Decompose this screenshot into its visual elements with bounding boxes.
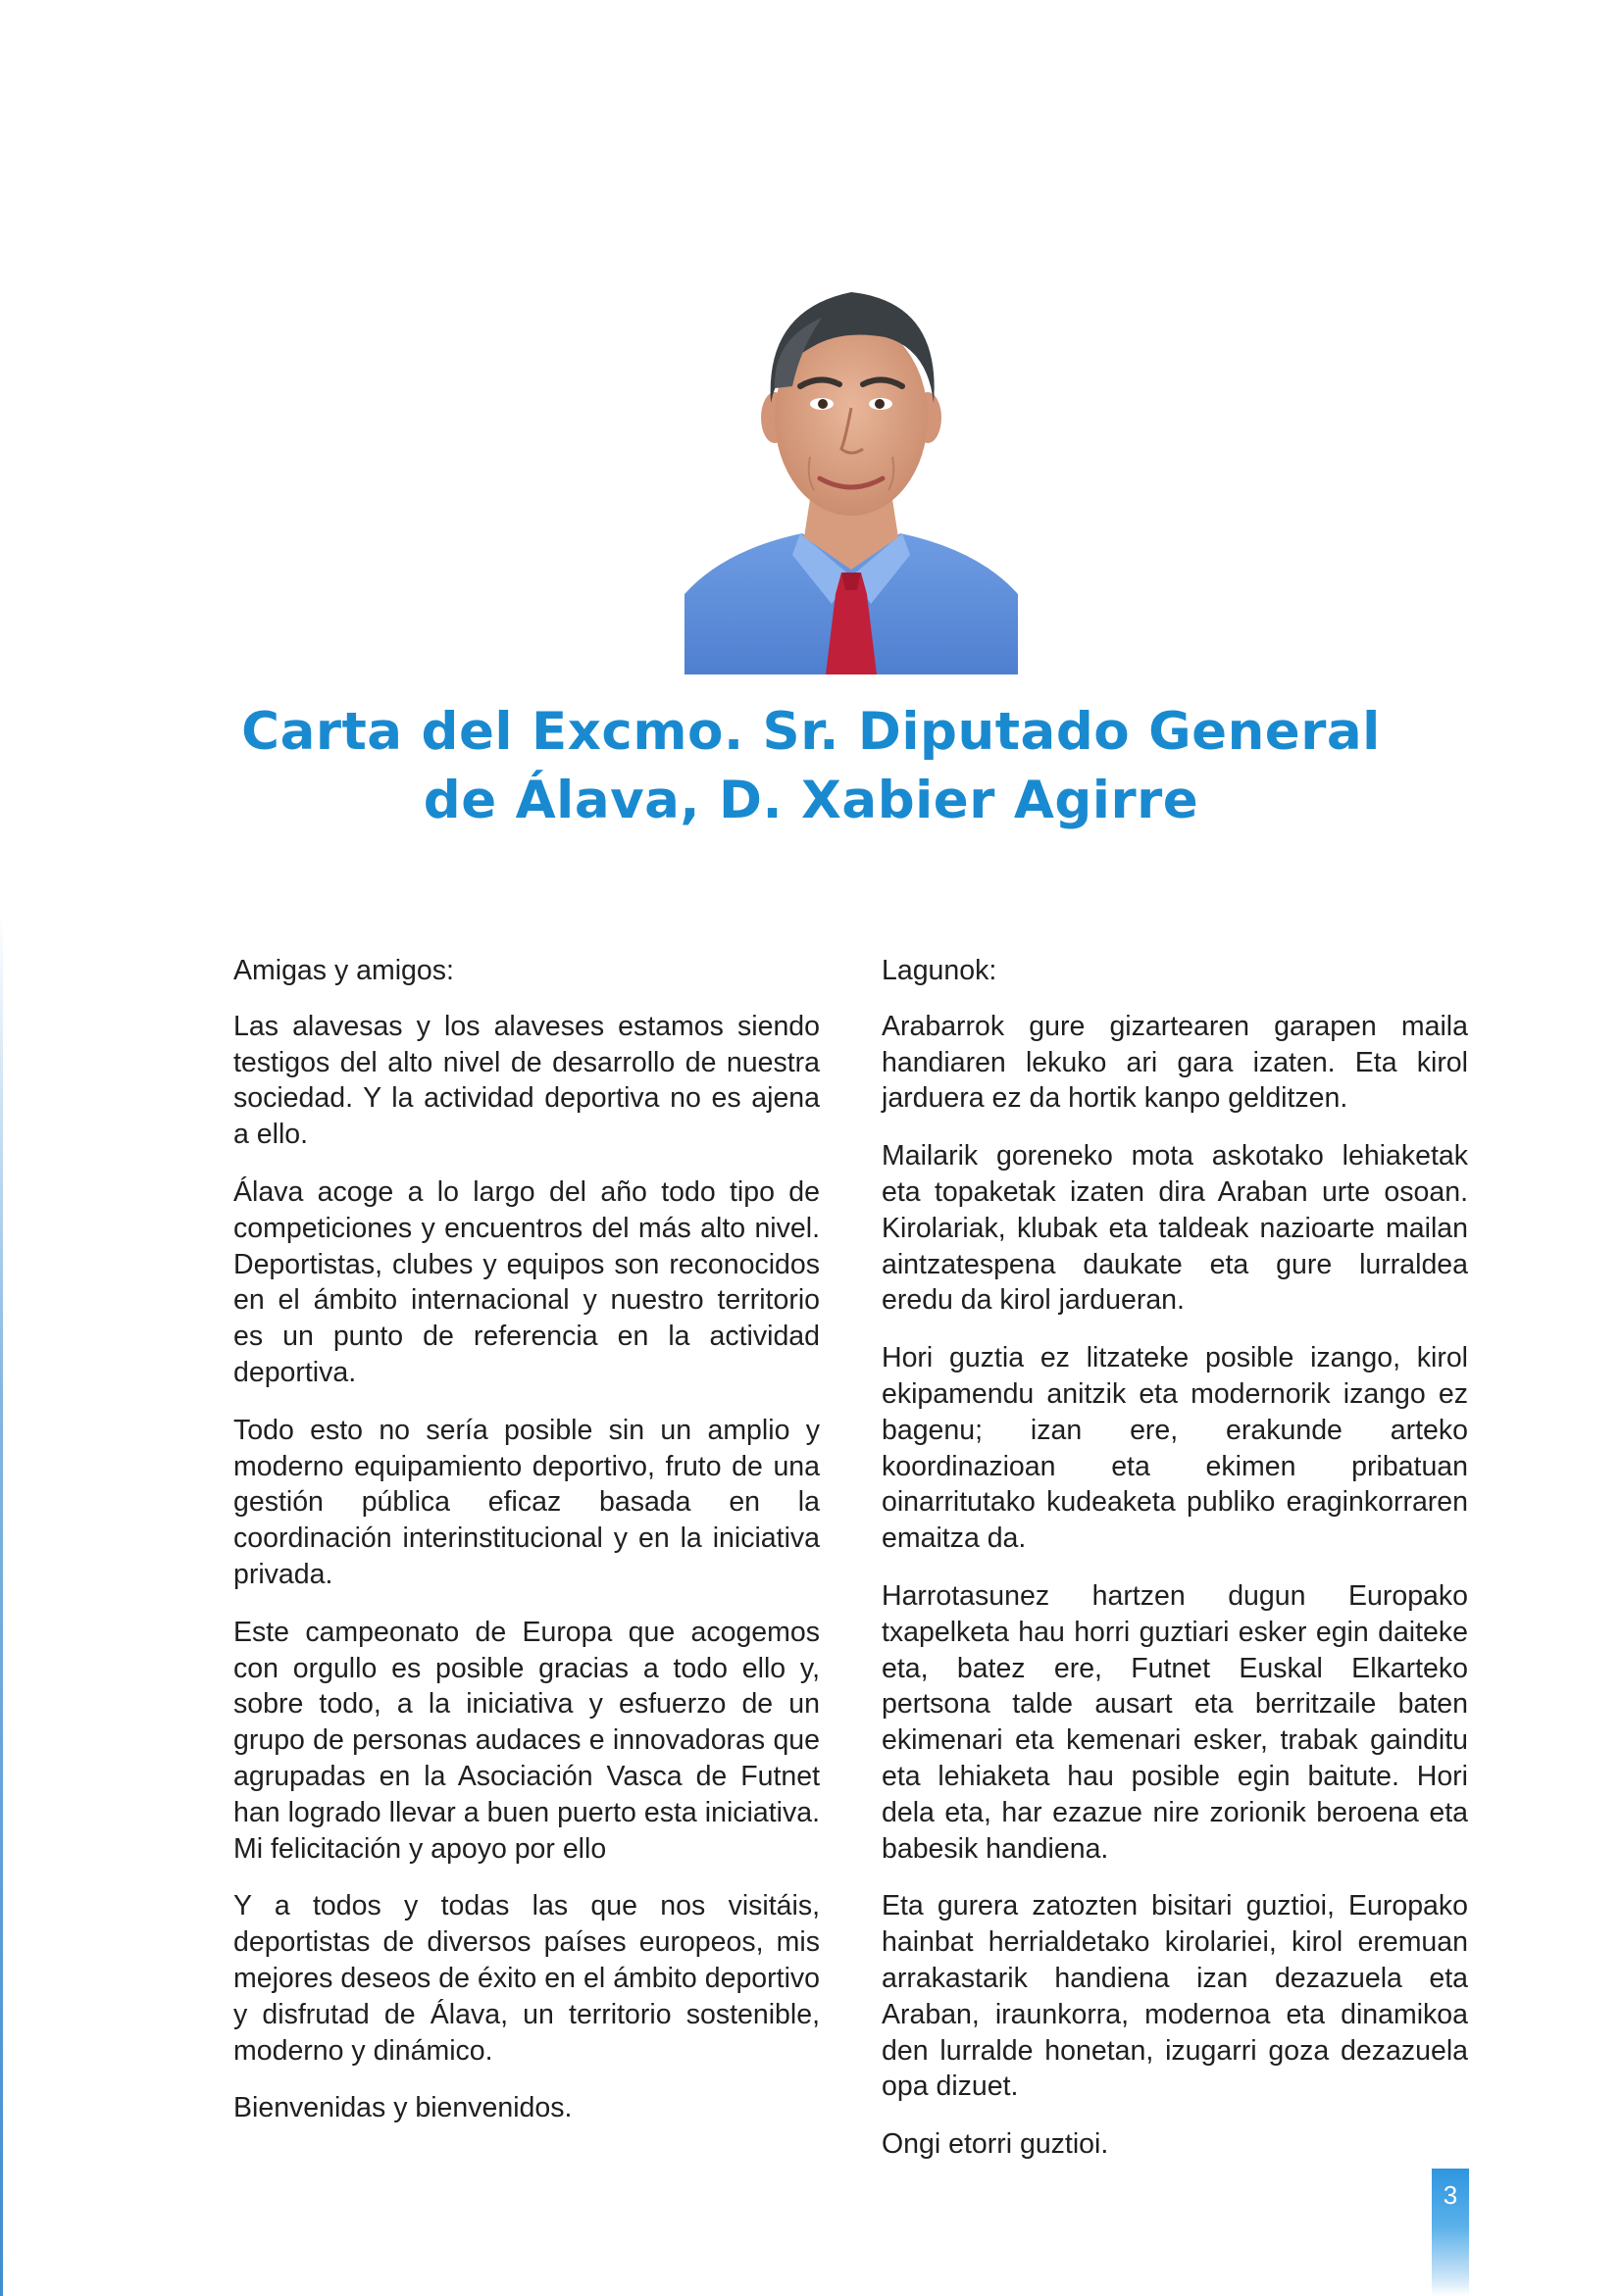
portrait-photo	[684, 271, 1018, 674]
page-number-tab	[1432, 2169, 1469, 2296]
basque-paragraph: Harrotasunez hartzen dugun Europako txapelketa hau horri guztiari esker egin daiteke eta, batez ere, Futnet Euskal Elkarteko pertsona talde ausart eta berritzaile baten ekimenari eta kemenari esker, trabak gainditu eta lehiaketa hau posible egin baitute. Hori dela eta, har ezazue nire zorionik beroena eta babesik handiena.	[882, 1579, 1468, 1865]
spanish-paragraph: Las alavesas y los alaveses estamos siendo testigos del alto nivel de desarrollo de nuestra sociedad. Y la actividad deportiva no es ajena a ello.	[233, 1010, 820, 1151]
basque-paragraph: Eta gurera zatozten bisitari guztioi, Europako hainbat herrialdetako kirolariei, kirol eremuan arrakastarik handiena izan dezazuela eta Araban, iraunkorra, modernoa eta dinamikoa den lurralde honetan, izugarri goza dezazuela opa dizuet.	[882, 1890, 1468, 2103]
spanish-greeting: Amigas y amigos:	[233, 955, 454, 986]
basque-greeting: Lagunok:	[882, 955, 997, 986]
page-number: 3	[1443, 2180, 1458, 2210]
basque-paragraph: Arabarrok gure gizartearen garapen maila handiaren lekuko ari gara izaten. Eta kirol jarduera ez da hortik kanpo gelditzen.	[882, 1010, 1468, 1115]
basque-paragraph: Mailarik goreneko mota askotako lehiaketak eta topaketak izaten dira Araban urte osoan. Kirolariak, klubak eta taldeak nazioarte mailan aintzatespena daukate eta gure lurraldea eredu da kirol jardueran.	[882, 1140, 1468, 1317]
basque-column	[882, 953, 1468, 2184]
page-edge-line	[0, 912, 3, 2296]
spanish-closing: Bienvenidas y bienvenidos.	[233, 2092, 573, 2124]
spanish-paragraph: Todo esto no sería posible sin un amplio y moderno equipamiento deportivo, fruto de una gestión pública eficaz basada en la coordinación interinstitucional y en la iniciativa privada.	[233, 1414, 820, 1590]
page-title	[235, 698, 1387, 835]
spanish-column	[233, 953, 820, 2148]
spanish-paragraph: Álava acoge a lo largo del año todo tipo de competiciones y encuentros del más alto nivel. Deportistas, clubes y equipos son reconocidos en el ámbito internacional y nuestro territorio es un punto de referencia en la actividad deportiva.	[233, 1175, 820, 1388]
title-line-1: Carta del Excmo. Sr. Diputado General	[241, 702, 1381, 762]
title-line-2: de Álava, D. Xabier Agirre	[423, 771, 1199, 830]
basque-closing: Ongi etorri guztioi.	[882, 2128, 1109, 2161]
spanish-paragraph: Y a todos y todas las que nos visitáis, deportistas de diversos países europeos, mis mejores deseos de éxito en el ámbito deportivo y disfrutad de Álava, un territorio sostenible, moderno y dinámico.	[233, 1890, 820, 2067]
spanish-paragraph: Este campeonato de Europa que acogemos con orgullo es posible gracias a todo ello y, sobre todo, a la iniciativa y esfuerzo de un grupo de personas audaces e innovadoras que agrupadas en la Asociación Vasca de Futnet han logrado llevar a buen puerto esta iniciativa. Mi felicitación y apoyo por ello	[233, 1616, 820, 1865]
basque-paragraph: Hori guztia ez litzateke posible izango, kirol ekipamendu anitzik eta modernorik izango ez bagenu; izan ere, erakunde arteko koordinazioan eta ekimen pribatuan oinarritutako kudeaketa publiko eraginkorraren emaitza da.	[882, 1342, 1468, 1555]
